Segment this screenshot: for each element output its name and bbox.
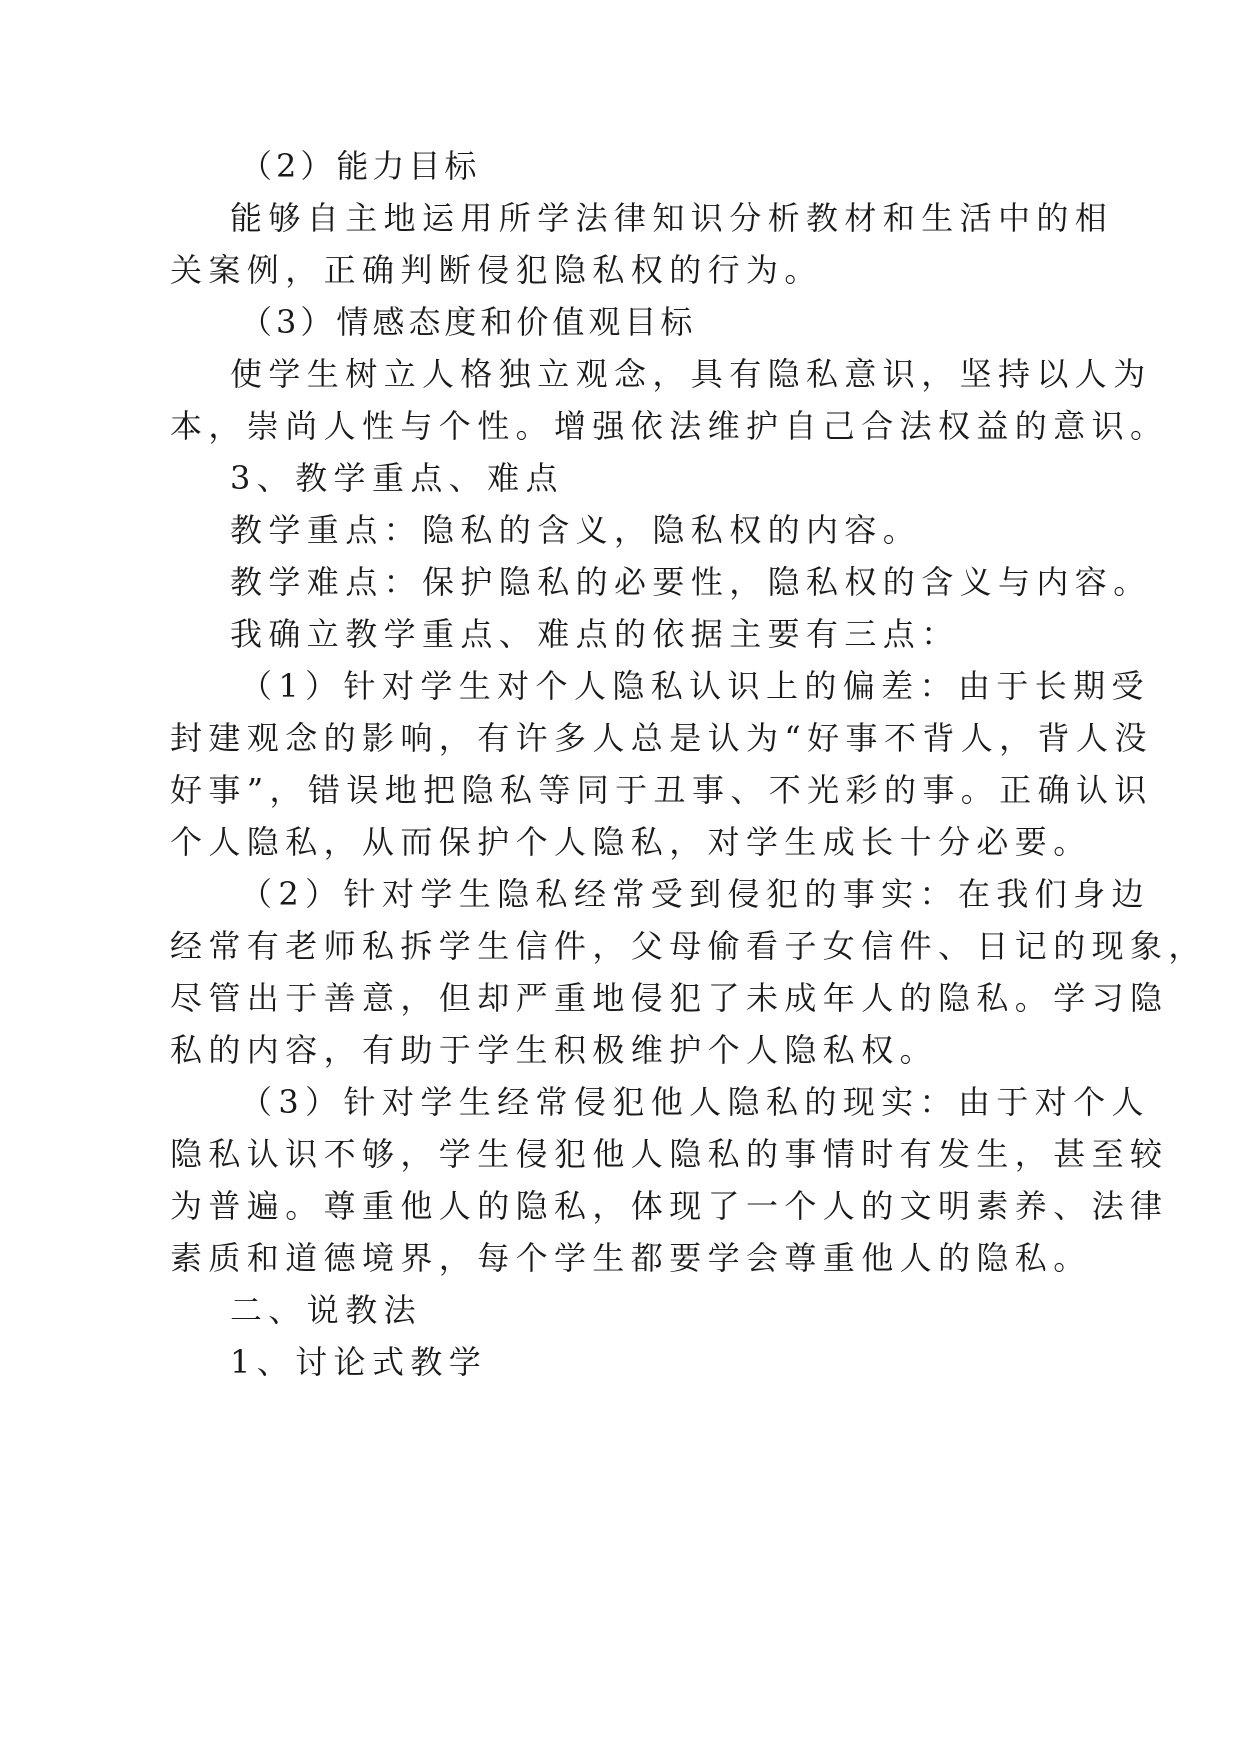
subheading-ability-goal: （2）能力目标 (240, 147, 481, 185)
subheading-discussion-teaching: 1、讨论式教学 (230, 1343, 488, 1381)
paragraph-line: 个人隐私，从而保护个人隐私，对学生成长十分必要。 (170, 823, 1092, 861)
paragraph-line: 经常有老师私拆学生信件，父母偷看子女信件、日记的现象， (170, 927, 1207, 965)
paragraph-line: 封建观念的影响，有许多人总是认为“好事不背人，背人没 (170, 719, 1153, 757)
paragraph-line: 本，崇尚人性与个性。增强依法维护自己合法权益的意识。 (170, 407, 1169, 445)
paragraph-line: （3）针对学生经常侵犯他人隐私的现实：由于对个人 (240, 1083, 1150, 1121)
paragraph-line: 素质和道德境界，每个学生都要学会尊重他人的隐私。 (170, 1239, 1092, 1277)
paragraph-line: （1）针对学生对个人隐私认识上的偏差：由于长期受 (240, 667, 1150, 705)
paragraph-line: 私的内容，有助于学生积极维护个人隐私权。 (170, 1031, 939, 1069)
paragraph-line: 教学难点：保护隐私的必要性，隐私权的含义与内容。 (230, 563, 1152, 601)
paragraph-line: 好事”，错误地把隐私等同于丑事、不光彩的事。正确认识 (170, 771, 1153, 809)
paragraph-line: 能够自主地运用所学法律知识分析教材和生活中的相 (230, 199, 1114, 237)
paragraph-line: 使学生树立人格独立观念，具有隐私意识，坚持以人为 (230, 355, 1152, 393)
paragraph-line: 尽管出于善意，但却严重地侵犯了未成年人的隐私。学习隐 (170, 979, 1169, 1017)
paragraph-line: 隐私认识不够，学生侵犯他人隐私的事情时有发生，甚至较 (170, 1135, 1169, 1173)
paragraph-line: 教学重点：隐私的含义，隐私权的内容。 (230, 511, 922, 549)
subheading-key-points: 3、教学重点、难点 (230, 459, 564, 497)
subheading-emotion-goal: （3）情感态度和价值观目标 (240, 303, 697, 341)
paragraph-line: 为普遍。尊重他人的隐私，体现了一个人的文明素养、法律 (170, 1187, 1169, 1225)
paragraph-line: （2）针对学生隐私经常受到侵犯的事实：在我们身边 (240, 875, 1150, 913)
section-heading-teaching-methods: 二、说教法 (230, 1291, 423, 1329)
paragraph-line: 关案例，正确判断侵犯隐私权的行为。 (170, 251, 823, 289)
paragraph-line: 我确立教学重点、难点的依据主要有三点： (230, 615, 960, 653)
